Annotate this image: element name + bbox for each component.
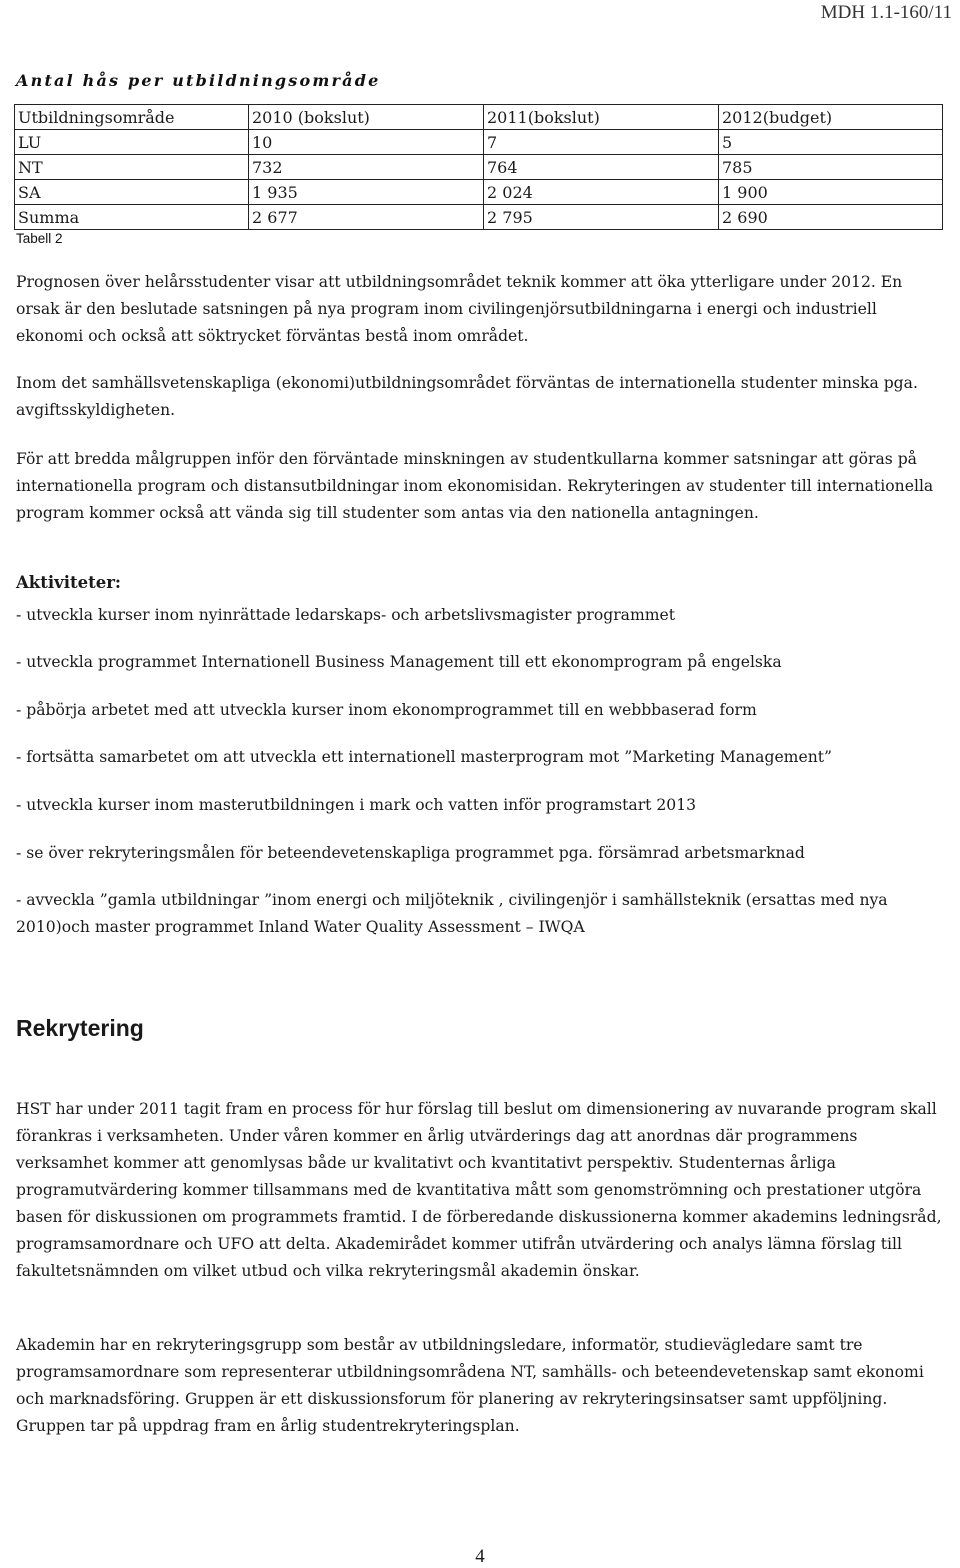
activity-item: - utveckla kurser inom masterutbildningen i mark och vatten inför programstart 2013	[16, 796, 697, 814]
forecast-paragraph: Prognosen över helårsstudenter visar att utbildningsområdet teknik kommer att öka ytterligare under 2012. En orsak är den beslutade satsningen på nya program inom civilingenjörsutbildningarna i energi och industriell ekonomi och också att söktrycket förväntas bestå inom området.	[16, 273, 903, 345]
table-header-cell: 2012(budget)	[719, 105, 943, 130]
table-cell: LU	[15, 130, 249, 155]
document-reference: MDH 1.1-160/11	[820, 2, 952, 23]
section-title: Antal hås per utbildningsområde	[16, 71, 381, 90]
activity-item: - se över rekryteringsmålen för beteendevetenskapliga programmet pga. försämrad arbetsmarknad	[16, 844, 805, 862]
recruitment-paragraph-group: Akademin har en rekryteringsgrupp som består av utbildningsledare, informatör, studievägledare samt tre programsamordnare som representerar utbildningsområdena NT, samhälls- och beteendevetenskap samt ekonomi och marknadsföring. Gruppen är ett diskussionsforum för planering av rekryteringsinsatser samt uppföljning. Gruppen tar på uppdrag fram en årlig studentrekryteringsplan.	[16, 1336, 924, 1435]
table-header-cell: 2010 (bokslut)	[249, 105, 484, 130]
activity-item: - påbörja arbetet med att utveckla kurser inom ekonomprogrammet till en webbbaserad form	[16, 701, 757, 719]
table-row	[15, 205, 943, 230]
activity-item: - utveckla kurser inom nyinrättade ledarskaps- och arbetslivsmagister programmet	[16, 606, 676, 624]
recruitment-heading: Rekrytering	[16, 1015, 144, 1041]
activity-item: - avveckla ”gamla utbildningar ”inom energi och miljöteknik , civilingenjör i samhällsteknik (ersattas med nya 2010)och master programmet Inland Water Quality Assessment – IWQA	[16, 891, 888, 936]
social-science-paragraph: Inom det samhällsvetenskapliga (ekonomi)utbildningsområdet förväntas de internationella studenter minska pga. avgiftsskyldigheten.	[16, 374, 918, 419]
recruitment-paragraph-process: HST har under 2011 tagit fram en process för hur förslag till beslut om dimensionering av nuvarande program skall förankras i verksamheten. Under våren kommer en årlig utvärderings dag att anordnas där programmens verksamhet kommer att genomlysas både ur kvalitativt och kvantitativt perspektiv. Studenternas årliga programutvärdering kommer tillsammans med de kvantitativa mått som genomströmning och prestationer utgöra basen för diskussionen om programmets framtid. I de förberedande diskussionerna kommer akademins ledningsråd, programsamordnare och UFO att delta. Akademirådet kommer utifrån utvärdering och analys lämna förslag till fakultetsnämnden om vilket utbud och vilka rekryteringsmål akademin önskar.	[16, 1100, 942, 1280]
table-cell: NT	[15, 155, 249, 180]
table-cell: 732	[249, 155, 484, 180]
table-header-cell: Utbildningsområde	[15, 105, 249, 130]
table-cell: Summa	[15, 205, 249, 230]
page-number: 4	[475, 1546, 485, 1567]
activities-heading: Aktiviteter:	[16, 573, 122, 592]
activity-item: - fortsätta samarbetet om att utveckla ett internationell masterprogram mot ”Marketing Management”	[16, 748, 832, 766]
table-row	[15, 130, 943, 155]
table-row	[15, 180, 943, 205]
table-cell: 2 677	[249, 205, 484, 230]
activity-item: - utveckla programmet Internationell Business Management till ett ekonomprogram på engelska	[16, 653, 782, 671]
table-cell: 2 795	[484, 205, 719, 230]
table-cell: 7	[484, 130, 719, 155]
target-group-paragraph: För att bredda målgruppen inför den förväntade minskningen av studentkullarna kommer satsningar att göras på internationella program och distansutbildningar inom ekonomisidan. Rekryteringen av studenter till internationella program kommer också att vända sig till studenter som antas via den nationella antagningen.	[16, 450, 934, 522]
table-cell: 1 900	[719, 180, 943, 205]
table-cell: 1 935	[249, 180, 484, 205]
table-cell: 10	[249, 130, 484, 155]
table-cell: 2 024	[484, 180, 719, 205]
table-header-cell: 2011(bokslut)	[484, 105, 719, 130]
table-cell: 2 690	[719, 205, 943, 230]
student-count-table	[14, 104, 943, 230]
table-caption: Tabell 2	[16, 231, 63, 246]
table-cell: 785	[719, 155, 943, 180]
table-cell: SA	[15, 180, 249, 205]
table-cell: 5	[719, 130, 943, 155]
table-header-row	[15, 105, 943, 130]
table-row	[15, 155, 943, 180]
table-cell: 764	[484, 155, 719, 180]
